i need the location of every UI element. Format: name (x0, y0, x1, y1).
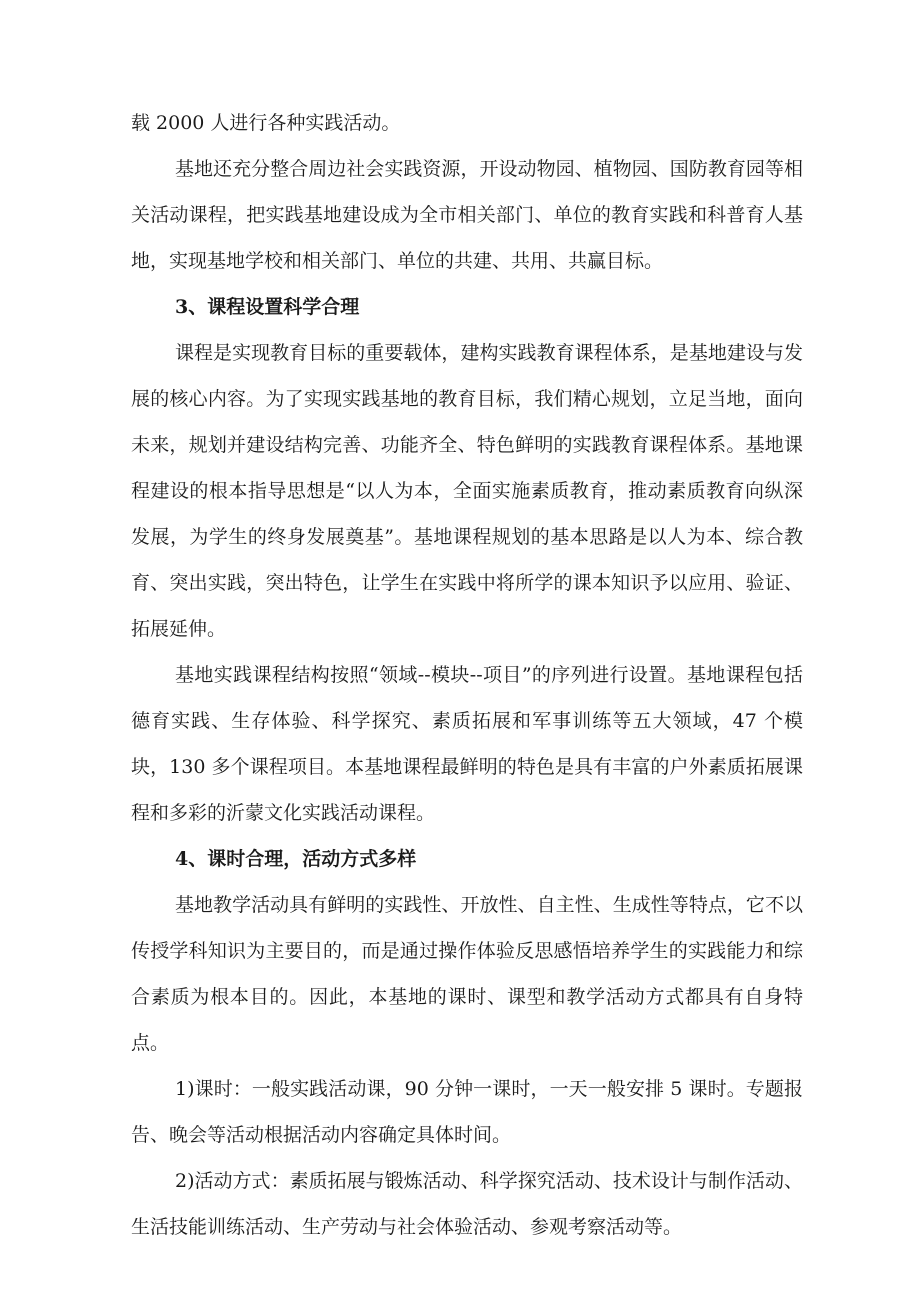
section-heading-3: 3、课程设置科学合理 (175, 296, 360, 318)
paragraph-practice-resources: 基地还充分整合周边社会实践资源，开设动物园、植物园、国防教育园等相关活动课程，把实践基地建设成为全市相关部门、单位的教育实践和科普育人基地，实现基地学校和相关部门、单位的共建、共用、共赢目标。 (131, 158, 803, 272)
section-heading-4: 4、课时合理，活动方式多样 (175, 848, 417, 870)
paragraph-class-hours: 1)课时：一般实践活动课，90 分钟一课时，一天一般安排 5 课时。专题报告、晚会等活动根据活动内容确定具体时间。 (131, 1078, 803, 1146)
document-page (131, 100, 803, 1250)
paragraph-curriculum-structure: 基地实践课程结构按照“领域--模块--项目”的序列进行设置。基地课程包括德育实践、生存体验、科学探究、素质拓展和军事训练等五大领域，47 个模块，130 多个课程项目。本基地课程最鲜明的特色是具有丰富的户外素质拓展课程和多彩的沂蒙文化实践活动课程。 (131, 664, 803, 824)
paragraph-teaching-activities: 基地教学活动具有鲜明的实践性、开放性、自主性、生成性等特点，它不以传授学科知识为主要目的，而是通过操作体验反思感悟培养学生的实践能力和综合素质为根本目的。因此，本基地的课时、课型和教学活动方式都具有自身特点。 (131, 894, 803, 1054)
paragraph-continuation: 载 2000 人进行各种实践活动。 (131, 112, 401, 134)
paragraph-curriculum-system: 课程是实现教育目标的重要载体，建构实践教育课程体系，是基地建设与发展的核心内容。为了实现实践基地的教育目标，我们精心规划，立足当地，面向未来，规划并建设结构完善、功能齐全、特色鲜明的实践教育课程体系。基地课程建设的根本指导思想是“以人为本，全面实施素质教育，推动素质教育向纵深发展，为学生的终身发展奠基”。基地课程规划的基本思路是以人为本、综合教育、突出实践，突出特色，让学生在实践中将所学的课本知识予以应用、验证、拓展延伸。 (131, 342, 803, 640)
paragraph-activity-methods: 2)活动方式：素质拓展与锻炼活动、科学探究活动、技术设计与制作活动、生活技能训练活动、生产劳动与社会体验活动、参观考察活动等。 (131, 1170, 803, 1238)
